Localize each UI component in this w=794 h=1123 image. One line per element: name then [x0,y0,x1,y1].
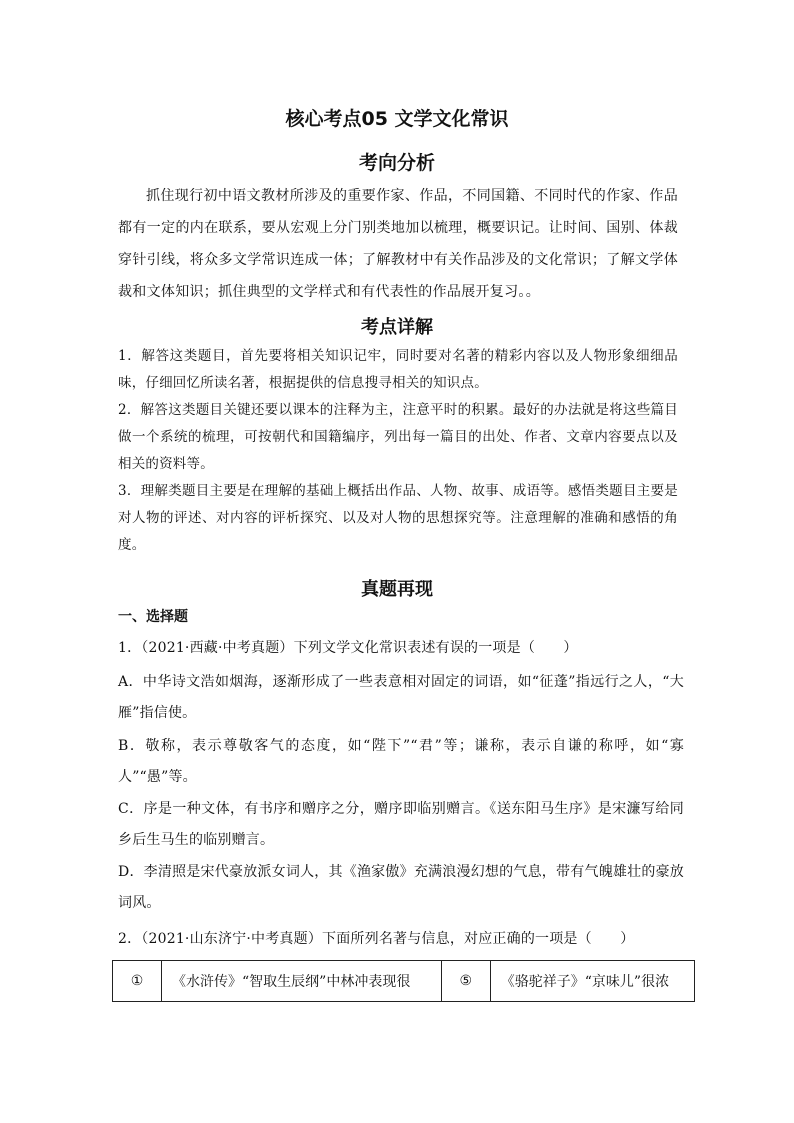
question-1-option-a: A．中华诗文浩如烟海，逐渐形成了一些表意相对固定的词语，如“征蓬”指远行之人，“大雁”指信使。 [118,674,684,721]
question-1-stem: 1．（2021·西藏·中考真题）下列文学文化常识表述有误的一项是（ ） [118,640,578,656]
detail-item-2: 2．解答这类题目关键还要以课本的注释为主，注意平时的积累。最好的办法就是将这些篇目做一个系统的梳理，可按朝代和国籍编序，列出每一篇目的出处、作者、文章内容要点以及相关的资料等。 [118,402,678,472]
section-heading-real: 真题再现 [361,579,433,600]
table-cell: 《骆驼祥子》“京味儿”很浓 [490,961,694,1002]
section-subheading: 一、选择题 [118,609,188,625]
detail-item-1: 1．解答这类题目，首先要将相关知识记牢，同时要对名著的精彩内容以及人物形象细细品味，仔细回忆所读名著，根据提供的信息搜寻相关的知识点。 [118,348,678,391]
section-heading-detail: 考点详解 [361,317,433,338]
section-heading-analysis: 考向分析 [358,152,435,174]
table-cell: 《水浒传》“智取生辰纲”中林冲表现很 [162,961,442,1002]
table-cell: ⑤ [441,961,490,1002]
question-2-table [112,960,695,1002]
page-title: 核心考点05 文学文化常识 [285,108,509,130]
question-2-stem: 2．（2021·山东济宁·中考真题）下面所列名著与信息，对应正确的一项是（ ） [118,931,635,947]
detail-item-3: 3．理解类题目主要是在理解的基础上概括出作品、人物、故事、成语等。感悟类题目主要是对人物的评述、对内容的评析探究、以及对人物的思想探究等。注意理解的准确和感悟的角度。 [118,483,678,553]
analysis-paragraph: 抓住现行初中语文教材所涉及的重要作家、作品，不同国籍、不同时代的作家、作品都有一定的内在联系，要从宏观上分门别类地加以梳理，概要识记。让时间、国别、体裁穿针引线，将众多文学常识连成一体；了解教材中有关作品涉及的文化常识；了解文学体裁和文体知识；抓住典型的文学样式和有代表性的作品展开复习。。 [118,188,678,300]
question-1-option-d: D．李清照是宋代豪放派女词人，其《渔家傲》充满浪漫幻想的气息，带有气魄雄壮的豪放词风。 [118,864,684,911]
question-1-option-b: B．敬称，表示尊敬客气的态度，如“陛下”“君”等；谦称，表示自谦的称呼，如“寡人”“愚”等。 [118,738,684,785]
table-cell: ① [113,961,162,1002]
question-1-option-c: C．序是一种文体，有书序和赠序之分，赠序即临别赠言。《送东阳马生序》是宋濂写给同乡后生马生的临别赠言。 [118,801,684,848]
table-row [113,961,695,1002]
